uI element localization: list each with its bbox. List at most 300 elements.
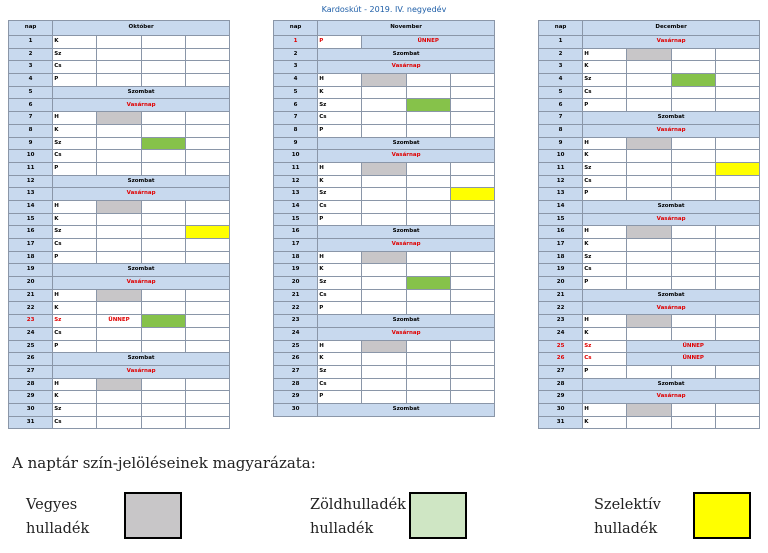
- legend-label-line: hulladék: [26, 521, 90, 537]
- legend-label-line: Zöldhulladék: [310, 497, 406, 513]
- day-number: 19: [274, 264, 318, 277]
- collection-cell: [715, 315, 759, 328]
- weekday-abbr: Cs: [53, 416, 97, 429]
- day-row: [274, 162, 495, 175]
- day-row: [539, 200, 760, 213]
- collection-cell: [141, 378, 185, 391]
- day-number: 29: [274, 391, 318, 404]
- collection-cell: [715, 61, 759, 74]
- collection-cell: [185, 61, 229, 74]
- legend-label-line: hulladék: [310, 521, 374, 537]
- collection-cell: [362, 289, 406, 302]
- day-row: [274, 36, 495, 49]
- collection-cell: [671, 175, 715, 188]
- day-number: 5: [9, 86, 53, 99]
- day-number: 15: [274, 213, 318, 226]
- collection-cell: [450, 175, 494, 188]
- collection-cell: [715, 48, 759, 61]
- collection-cell: [141, 289, 185, 302]
- collection-mark-grey: [362, 74, 406, 87]
- day-row: [539, 112, 760, 125]
- weekday-abbr: P: [53, 251, 97, 264]
- saturday-label: Szombat: [583, 112, 760, 125]
- day-row: [539, 48, 760, 61]
- day-number: 20: [9, 277, 53, 290]
- day-number: 31: [9, 416, 53, 429]
- sunday-label: Vasárnap: [583, 391, 760, 404]
- weekday-abbr: Sz: [583, 162, 627, 175]
- day-row: [274, 264, 495, 277]
- collection-cell: [715, 175, 759, 188]
- collection-cell: [715, 137, 759, 150]
- day-row: [539, 416, 760, 429]
- day-row: [9, 315, 230, 328]
- weekday-abbr: H: [318, 162, 362, 175]
- day-number: 17: [9, 239, 53, 252]
- day-number: 14: [539, 200, 583, 213]
- collection-cell: [362, 391, 406, 404]
- collection-cell: [627, 327, 671, 340]
- collection-cell: [141, 61, 185, 74]
- day-number: 1: [9, 36, 53, 49]
- day-number: 4: [9, 74, 53, 87]
- weekday-abbr: H: [318, 74, 362, 87]
- collection-cell: [141, 416, 185, 429]
- collection-cell: [362, 99, 406, 112]
- day-number: 23: [539, 315, 583, 328]
- saturday-label: Szombat: [53, 353, 230, 366]
- weekday-abbr: Cs: [318, 112, 362, 125]
- day-row: [9, 48, 230, 61]
- collection-cell: [450, 251, 494, 264]
- collection-cell: [97, 327, 141, 340]
- collection-cell: [141, 213, 185, 226]
- month-header-row: [9, 21, 230, 36]
- collection-cell: [406, 162, 450, 175]
- day-number: 25: [539, 340, 583, 353]
- day-number: 9: [539, 137, 583, 150]
- collection-cell: [715, 86, 759, 99]
- day-number: 13: [539, 188, 583, 201]
- weekday-abbr: Sz: [53, 48, 97, 61]
- collection-cell: [671, 365, 715, 378]
- legend-label-line: hulladék: [594, 521, 658, 537]
- day-row: [274, 213, 495, 226]
- day-number: 7: [9, 112, 53, 125]
- weekday-abbr: H: [583, 137, 627, 150]
- day-number: 10: [539, 150, 583, 163]
- collection-cell: [97, 213, 141, 226]
- collection-cell: [185, 315, 229, 328]
- day-number: 4: [539, 74, 583, 87]
- day-row: [274, 200, 495, 213]
- weekday-abbr: K: [583, 239, 627, 252]
- collection-cell: [627, 162, 671, 175]
- collection-cell: [406, 365, 450, 378]
- day-number: 14: [9, 200, 53, 213]
- day-row: [274, 302, 495, 315]
- month-name: November: [318, 21, 495, 36]
- day-number: 7: [274, 112, 318, 125]
- weekday-abbr: H: [53, 378, 97, 391]
- collection-mark-grey: [97, 289, 141, 302]
- weekday-abbr: H: [583, 315, 627, 328]
- weekday-abbr: K: [53, 391, 97, 404]
- collection-cell: [715, 403, 759, 416]
- day-row: [539, 264, 760, 277]
- collection-cell: [141, 403, 185, 416]
- day-row: [539, 277, 760, 290]
- saturday-label: Szombat: [53, 175, 230, 188]
- sunday-label: Vasárnap: [318, 61, 495, 74]
- holiday-note: ÜNNEP: [627, 340, 760, 353]
- day-row: [9, 391, 230, 404]
- collection-cell: [362, 378, 406, 391]
- day-number: 7: [539, 112, 583, 125]
- day-row: [539, 150, 760, 163]
- weekday-abbr: Sz: [53, 137, 97, 150]
- collection-cell: [627, 239, 671, 252]
- day-row: [9, 74, 230, 87]
- collection-cell: [141, 124, 185, 137]
- collection-cell: [715, 188, 759, 201]
- collection-cell: [97, 403, 141, 416]
- day-row: [9, 175, 230, 188]
- collection-cell: [97, 48, 141, 61]
- legend-label-line: Szelektív: [594, 497, 661, 513]
- day-row: [274, 124, 495, 137]
- day-row: [9, 213, 230, 226]
- weekday-abbr: P: [318, 36, 362, 49]
- day-row: [539, 365, 760, 378]
- collection-cell: [362, 365, 406, 378]
- collection-cell: [185, 289, 229, 302]
- day-row: [274, 112, 495, 125]
- collection-cell: [715, 239, 759, 252]
- day-row: [539, 315, 760, 328]
- collection-cell: [141, 200, 185, 213]
- collection-mark-grey: [362, 162, 406, 175]
- weekday-abbr: P: [583, 99, 627, 112]
- weekday-abbr: K: [583, 150, 627, 163]
- collection-cell: [450, 162, 494, 175]
- day-row: [9, 403, 230, 416]
- day-number: 11: [274, 162, 318, 175]
- day-row: [274, 61, 495, 74]
- page-title: Kardoskút - 2019. IV. negyedév: [321, 5, 447, 14]
- collection-cell: [450, 213, 494, 226]
- collection-cell: [141, 162, 185, 175]
- day-row: [9, 277, 230, 290]
- calendar-october: [8, 20, 230, 429]
- collection-cell: [97, 137, 141, 150]
- day-number: 10: [274, 150, 318, 163]
- collection-cell: [185, 327, 229, 340]
- collection-cell: [141, 74, 185, 87]
- day-number: 12: [274, 175, 318, 188]
- collection-cell: [671, 239, 715, 252]
- day-row: [539, 340, 760, 353]
- day-number: 22: [274, 302, 318, 315]
- day-number: 12: [9, 175, 53, 188]
- day-number: 25: [9, 340, 53, 353]
- day-row: [9, 340, 230, 353]
- day-number: 30: [274, 403, 318, 416]
- weekday-abbr: Cs: [583, 264, 627, 277]
- day-number: 28: [9, 378, 53, 391]
- sunday-label: Vasárnap: [53, 365, 230, 378]
- collection-cell: [141, 340, 185, 353]
- day-row: [539, 378, 760, 391]
- sunday-label: Vasárnap: [318, 239, 495, 252]
- collection-cell: [141, 150, 185, 163]
- day-number: 19: [539, 264, 583, 277]
- legend-label-line: Vegyes: [26, 497, 78, 513]
- day-row: [539, 251, 760, 264]
- day-row: [9, 61, 230, 74]
- day-row: [9, 226, 230, 239]
- collection-cell: [715, 251, 759, 264]
- day-row: [274, 150, 495, 163]
- collection-cell: [450, 264, 494, 277]
- weekday-abbr: Cs: [583, 353, 627, 366]
- collection-cell: [97, 36, 141, 49]
- collection-cell: [141, 36, 185, 49]
- collection-cell: [141, 48, 185, 61]
- weekday-abbr: Sz: [318, 277, 362, 290]
- day-row: [9, 239, 230, 252]
- collection-cell: [141, 112, 185, 125]
- collection-cell: [450, 289, 494, 302]
- day-number: 9: [9, 137, 53, 150]
- holiday-note: ÜNNEP: [627, 353, 760, 366]
- day-row: [274, 86, 495, 99]
- weekday-abbr: Cs: [53, 150, 97, 163]
- collection-cell: [185, 213, 229, 226]
- collection-cell: [671, 226, 715, 239]
- collection-cell: [141, 226, 185, 239]
- collection-cell: [627, 99, 671, 112]
- collection-cell: [627, 416, 671, 429]
- weekday-abbr: Cs: [53, 239, 97, 252]
- collection-cell: [671, 48, 715, 61]
- weekday-abbr: Cs: [318, 289, 362, 302]
- weekday-abbr: P: [318, 391, 362, 404]
- day-row: [9, 137, 230, 150]
- day-number: 11: [9, 162, 53, 175]
- day-number: 28: [274, 378, 318, 391]
- collection-cell: [406, 86, 450, 99]
- day-number: 3: [539, 61, 583, 74]
- day-row: [274, 48, 495, 61]
- collection-cell: [671, 315, 715, 328]
- collection-cell: [450, 124, 494, 137]
- collection-cell: [671, 86, 715, 99]
- weekday-abbr: Sz: [318, 365, 362, 378]
- weekday-abbr: P: [318, 124, 362, 137]
- collection-cell: [362, 277, 406, 290]
- weekday-abbr: P: [53, 162, 97, 175]
- collection-mark-grey: [627, 315, 671, 328]
- day-number: 9: [274, 137, 318, 150]
- collection-cell: [185, 403, 229, 416]
- day-row: [274, 137, 495, 150]
- day-row: [9, 162, 230, 175]
- day-row: [539, 239, 760, 252]
- collection-cell: [627, 150, 671, 163]
- day-row: [274, 99, 495, 112]
- day-row: [539, 162, 760, 175]
- collection-cell: [671, 327, 715, 340]
- weekday-abbr: Sz: [318, 99, 362, 112]
- collection-cell: [450, 112, 494, 125]
- collection-cell: [141, 391, 185, 404]
- day-number: 17: [274, 239, 318, 252]
- saturday-label: Szombat: [318, 137, 495, 150]
- collection-cell: [185, 391, 229, 404]
- collection-cell: [406, 302, 450, 315]
- day-row: [9, 289, 230, 302]
- day-row: [9, 416, 230, 429]
- collection-cell: [406, 353, 450, 366]
- day-number: 24: [539, 327, 583, 340]
- collection-mark-yellow: [450, 188, 494, 201]
- collection-cell: [671, 150, 715, 163]
- day-number: 18: [9, 251, 53, 264]
- collection-cell: [185, 137, 229, 150]
- day-row: [274, 340, 495, 353]
- sunday-label: Vasárnap: [53, 99, 230, 112]
- day-number: 2: [9, 48, 53, 61]
- month-name: Október: [53, 21, 230, 36]
- day-row: [274, 188, 495, 201]
- day-number: 23: [9, 315, 53, 328]
- day-row: [9, 378, 230, 391]
- collection-cell: [406, 74, 450, 87]
- saturday-label: Szombat: [583, 200, 760, 213]
- weekday-abbr: K: [318, 175, 362, 188]
- day-number: 14: [274, 200, 318, 213]
- day-number: 8: [9, 124, 53, 137]
- collection-mark-grey: [627, 403, 671, 416]
- weekday-abbr: Sz: [583, 251, 627, 264]
- month-name: December: [583, 21, 760, 36]
- day-number: 27: [274, 365, 318, 378]
- collection-mark-green: [141, 315, 185, 328]
- weekday-abbr: Cs: [53, 327, 97, 340]
- collection-cell: [406, 112, 450, 125]
- day-row: [274, 277, 495, 290]
- collection-cell: [406, 200, 450, 213]
- collection-mark-grey: [627, 48, 671, 61]
- collection-cell: [671, 264, 715, 277]
- day-number: 22: [539, 302, 583, 315]
- weekday-abbr: Sz: [53, 315, 97, 328]
- collection-cell: [406, 251, 450, 264]
- weekday-abbr: H: [583, 226, 627, 239]
- day-row: [539, 124, 760, 137]
- day-number: 2: [274, 48, 318, 61]
- weekday-abbr: Cs: [583, 86, 627, 99]
- collection-cell: [671, 416, 715, 429]
- collection-cell: [185, 251, 229, 264]
- collection-cell: [715, 327, 759, 340]
- collection-cell: [185, 112, 229, 125]
- day-number: 24: [9, 327, 53, 340]
- weekday-abbr: H: [583, 48, 627, 61]
- weekday-abbr: Sz: [583, 340, 627, 353]
- day-number: 30: [539, 403, 583, 416]
- day-number: 31: [539, 416, 583, 429]
- day-row: [9, 86, 230, 99]
- day-number: 8: [274, 124, 318, 137]
- collection-mark-grey: [97, 378, 141, 391]
- saturday-label: Szombat: [318, 48, 495, 61]
- collection-mark-grey: [362, 340, 406, 353]
- weekday-abbr: Cs: [318, 378, 362, 391]
- weekday-abbr: H: [53, 289, 97, 302]
- collection-cell: [406, 391, 450, 404]
- day-column-header: nap: [9, 21, 53, 36]
- collection-cell: [97, 416, 141, 429]
- collection-cell: [450, 302, 494, 315]
- collection-cell: [185, 340, 229, 353]
- collection-cell: [627, 86, 671, 99]
- sunday-label: Vasárnap: [583, 36, 760, 49]
- day-number: 12: [539, 175, 583, 188]
- day-number: 3: [9, 61, 53, 74]
- legend-title: A naptár szín-jelöléseinek magyarázata:: [12, 454, 316, 472]
- day-row: [539, 289, 760, 302]
- collection-cell: [671, 137, 715, 150]
- collection-cell: [97, 150, 141, 163]
- weekday-abbr: K: [583, 416, 627, 429]
- calendar-december: [538, 20, 760, 429]
- weekday-abbr: H: [318, 251, 362, 264]
- collection-cell: [362, 188, 406, 201]
- legend-swatch-green: [409, 492, 467, 539]
- collection-cell: [450, 365, 494, 378]
- day-row: [9, 365, 230, 378]
- day-row: [9, 188, 230, 201]
- collection-cell: [671, 162, 715, 175]
- saturday-label: Szombat: [318, 315, 495, 328]
- collection-cell: [715, 74, 759, 87]
- day-row: [539, 86, 760, 99]
- day-column-header: nap: [274, 21, 318, 36]
- day-number: 1: [539, 36, 583, 49]
- day-row: [539, 403, 760, 416]
- day-row: [9, 200, 230, 213]
- day-number: 20: [539, 277, 583, 290]
- collection-cell: [185, 239, 229, 252]
- saturday-label: Szombat: [318, 226, 495, 239]
- collection-mark-green: [406, 99, 450, 112]
- weekday-abbr: P: [318, 302, 362, 315]
- day-number: 10: [9, 150, 53, 163]
- day-number: 24: [274, 327, 318, 340]
- weekday-abbr: K: [318, 86, 362, 99]
- day-row: [539, 213, 760, 226]
- weekday-abbr: Sz: [583, 74, 627, 87]
- day-number: 13: [9, 188, 53, 201]
- collection-cell: [715, 150, 759, 163]
- collection-cell: [406, 213, 450, 226]
- day-row: [274, 353, 495, 366]
- day-number: 23: [274, 315, 318, 328]
- day-number: 18: [274, 251, 318, 264]
- day-row: [539, 302, 760, 315]
